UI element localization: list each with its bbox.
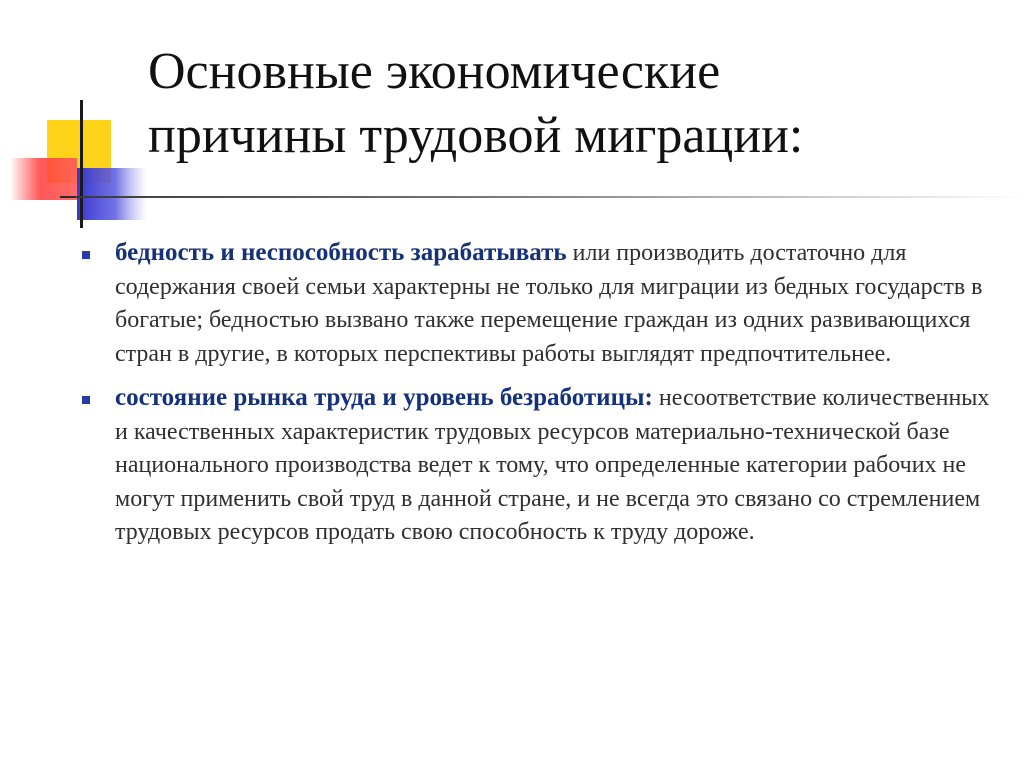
bullet-body: или производить достаточно для содержания своей семьи характерны не только для миграции из бедных государств в богатые; бедностью вызвано также перемещение граждан из одних развивающихся стран в другие, в которых перспективы работы выглядят предпочтительнее. [115, 240, 983, 367]
vertical-line [80, 100, 83, 228]
bullet-list [80, 236, 990, 560]
red-gradient-square [10, 158, 77, 200]
slide-title [148, 40, 1008, 168]
bullet-lead: состояние рынка труда и уровень безработицы: [115, 384, 653, 411]
square-bullet-icon [82, 251, 90, 259]
slide-title-line-2: причины трудовой миграции: [148, 107, 804, 164]
bullet-body: несоответствие количественных и качественных характеристик трудовых ресурсов материально-технической базе национального производства ведет к тому, что определенные категории рабочих не могут применить свой труд в данной стране, и не всегда это связано со стремлением трудовых ресурсов продать свою способность к труду дороже. [115, 385, 990, 545]
bullet-text [115, 381, 990, 550]
slide-title-line-1: Основные экономические [148, 43, 721, 100]
square-bullet-icon [82, 396, 90, 404]
bullet-text [115, 236, 990, 371]
title-underline [75, 196, 1024, 198]
bullet-item-poverty [80, 236, 990, 371]
bullet-lead: бедность и неспособность зарабатывать [115, 239, 567, 266]
bullet-item-labor-market [80, 381, 990, 550]
blue-gradient-square [77, 168, 147, 220]
decorative-squares-graphic [0, 0, 160, 240]
